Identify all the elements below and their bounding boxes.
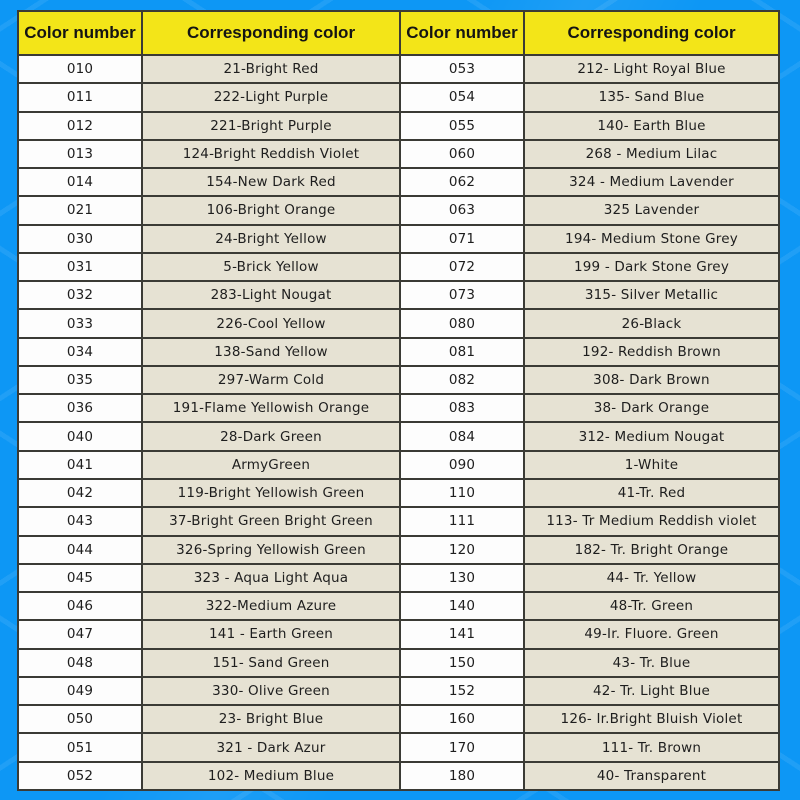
color-name-cell: 191-Flame Yellowish Orange <box>142 394 400 422</box>
table-row <box>401 536 779 564</box>
color-name-cell: 23- Bright Blue <box>142 705 400 733</box>
color-number-cell: 044 <box>18 536 142 564</box>
color-name-cell: 268 - Medium Lilac <box>524 140 779 168</box>
table-row <box>18 253 400 281</box>
color-name-cell: 312- Medium Nougat <box>524 422 779 450</box>
table-row <box>18 55 400 83</box>
color-number-cell: 090 <box>401 451 524 479</box>
color-number-cell: 047 <box>18 620 142 648</box>
color-name-cell: 151- Sand Green <box>142 649 400 677</box>
color-name-cell: 141 - Earth Green <box>142 620 400 648</box>
color-number-cell: 041 <box>18 451 142 479</box>
color-number-cell: 160 <box>401 705 524 733</box>
table-row <box>18 338 400 366</box>
table-row <box>401 394 779 422</box>
table-row <box>401 253 779 281</box>
color-name-cell: 194- Medium Stone Grey <box>524 225 779 253</box>
table-row <box>401 451 779 479</box>
color-reference-chart <box>17 10 780 791</box>
color-name-cell: 43- Tr. Blue <box>524 649 779 677</box>
color-name-cell: 325 Lavender <box>524 196 779 224</box>
color-number-cell: 180 <box>401 762 524 790</box>
color-number-cell: 062 <box>401 168 524 196</box>
color-name-cell: 49-Ir. Fluore. Green <box>524 620 779 648</box>
color-number-cell: 014 <box>18 168 142 196</box>
table-row <box>401 620 779 648</box>
table-row <box>18 83 400 111</box>
color-number-cell: 120 <box>401 536 524 564</box>
color-number-cell: 110 <box>401 479 524 507</box>
color-name-cell: 324 - Medium Lavender <box>524 168 779 196</box>
table-row <box>401 422 779 450</box>
table-row <box>401 112 779 140</box>
table-row <box>18 281 400 309</box>
color-name-cell: 192- Reddish Brown <box>524 338 779 366</box>
color-name-cell: 41-Tr. Red <box>524 479 779 507</box>
color-name-cell: 44- Tr. Yellow <box>524 564 779 592</box>
table-row <box>18 649 400 677</box>
color-number-cell: 021 <box>18 196 142 224</box>
color-number-cell: 055 <box>401 112 524 140</box>
table-row <box>401 225 779 253</box>
color-number-cell: 073 <box>401 281 524 309</box>
table-header-right <box>401 11 779 55</box>
color-name-cell: 135- Sand Blue <box>524 83 779 111</box>
table-row <box>401 649 779 677</box>
table-row <box>18 479 400 507</box>
color-number-cell: 051 <box>18 733 142 761</box>
header-row <box>18 11 400 55</box>
color-name-cell: 111- Tr. Brown <box>524 733 779 761</box>
table-row <box>18 168 400 196</box>
table-row <box>401 705 779 733</box>
table-row <box>18 112 400 140</box>
column-header-corresponding-color-left: Corresponding color <box>142 11 400 55</box>
color-number-cell: 042 <box>18 479 142 507</box>
color-number-cell: 013 <box>18 140 142 168</box>
table-body-right <box>401 55 779 790</box>
color-name-cell: 212- Light Royal Blue <box>524 55 779 83</box>
color-name-cell: 119-Bright Yellowish Green <box>142 479 400 507</box>
column-header-color-number-right: Color number <box>401 11 524 55</box>
color-name-cell: ArmyGreen <box>142 451 400 479</box>
color-name-cell: 330- Olive Green <box>142 677 400 705</box>
color-name-cell: 222-Light Purple <box>142 83 400 111</box>
table-row <box>18 620 400 648</box>
table-row <box>18 309 400 337</box>
color-name-cell: 28-Dark Green <box>142 422 400 450</box>
table-body-left <box>18 55 400 790</box>
color-number-cell: 034 <box>18 338 142 366</box>
table-row <box>18 422 400 450</box>
table-row <box>401 83 779 111</box>
color-number-cell: 152 <box>401 677 524 705</box>
table-row <box>401 281 779 309</box>
color-number-cell: 080 <box>401 309 524 337</box>
color-number-cell: 150 <box>401 649 524 677</box>
table-row <box>18 705 400 733</box>
color-name-cell: 138-Sand Yellow <box>142 338 400 366</box>
column-header-color-number-left: Color number <box>18 11 142 55</box>
table-row <box>401 762 779 790</box>
column-header-corresponding-color-right: Corresponding color <box>524 11 779 55</box>
color-number-cell: 043 <box>18 507 142 535</box>
table-row <box>401 733 779 761</box>
color-number-cell: 054 <box>401 83 524 111</box>
color-name-cell: 40- Transparent <box>524 762 779 790</box>
table-row <box>18 507 400 535</box>
color-name-cell: 322-Medium Azure <box>142 592 400 620</box>
color-name-cell: 226-Cool Yellow <box>142 309 400 337</box>
table-row <box>401 338 779 366</box>
color-number-cell: 050 <box>18 705 142 733</box>
color-number-cell: 170 <box>401 733 524 761</box>
color-number-cell: 052 <box>18 762 142 790</box>
table-row <box>18 366 400 394</box>
color-name-cell: 1-White <box>524 451 779 479</box>
table-row <box>401 366 779 394</box>
color-number-cell: 045 <box>18 564 142 592</box>
color-name-cell: 21-Bright Red <box>142 55 400 83</box>
table-row <box>18 394 400 422</box>
color-number-cell: 141 <box>401 620 524 648</box>
table-row <box>18 536 400 564</box>
table-row <box>18 451 400 479</box>
table-row <box>401 168 779 196</box>
table-row <box>401 140 779 168</box>
color-number-cell: 048 <box>18 649 142 677</box>
color-name-cell: 323 - Aqua Light Aqua <box>142 564 400 592</box>
color-name-cell: 38- Dark Orange <box>524 394 779 422</box>
color-number-cell: 030 <box>18 225 142 253</box>
color-name-cell: 26-Black <box>524 309 779 337</box>
table-row <box>18 762 400 790</box>
table-row <box>401 592 779 620</box>
table-header-left <box>18 11 400 55</box>
color-number-cell: 032 <box>18 281 142 309</box>
color-name-cell: 24-Bright Yellow <box>142 225 400 253</box>
color-number-cell: 036 <box>18 394 142 422</box>
color-name-cell: 113- Tr Medium Reddish violet <box>524 507 779 535</box>
table-row <box>18 140 400 168</box>
table-row <box>401 196 779 224</box>
table-row <box>18 733 400 761</box>
color-name-cell: 124-Bright Reddish Violet <box>142 140 400 168</box>
color-number-cell: 049 <box>18 677 142 705</box>
color-name-cell: 182- Tr. Bright Orange <box>524 536 779 564</box>
table-row <box>401 55 779 83</box>
color-number-cell: 111 <box>401 507 524 535</box>
color-name-cell: 315- Silver Metallic <box>524 281 779 309</box>
color-number-cell: 140 <box>401 592 524 620</box>
header-row <box>401 11 779 55</box>
color-number-cell: 011 <box>18 83 142 111</box>
color-number-cell: 084 <box>401 422 524 450</box>
color-name-cell: 283-Light Nougat <box>142 281 400 309</box>
table-row <box>401 677 779 705</box>
table-row <box>18 564 400 592</box>
color-name-cell: 126- Ir.Bright Bluish Violet <box>524 705 779 733</box>
color-number-cell: 040 <box>18 422 142 450</box>
color-number-cell: 053 <box>401 55 524 83</box>
color-number-cell: 072 <box>401 253 524 281</box>
color-name-cell: 102- Medium Blue <box>142 762 400 790</box>
color-number-cell: 035 <box>18 366 142 394</box>
color-name-cell: 321 - Dark Azur <box>142 733 400 761</box>
color-number-cell: 010 <box>18 55 142 83</box>
color-number-cell: 083 <box>401 394 524 422</box>
color-number-cell: 071 <box>401 225 524 253</box>
color-table-left <box>17 10 401 791</box>
color-number-cell: 130 <box>401 564 524 592</box>
color-name-cell: 308- Dark Brown <box>524 366 779 394</box>
color-name-cell: 199 - Dark Stone Grey <box>524 253 779 281</box>
table-row <box>18 225 400 253</box>
table-row <box>401 479 779 507</box>
color-name-cell: 326-Spring Yellowish Green <box>142 536 400 564</box>
color-name-cell: 37-Bright Green Bright Green <box>142 507 400 535</box>
table-row <box>18 196 400 224</box>
table-row <box>401 507 779 535</box>
table-row <box>18 592 400 620</box>
color-number-cell: 082 <box>401 366 524 394</box>
color-name-cell: 154-New Dark Red <box>142 168 400 196</box>
color-number-cell: 033 <box>18 309 142 337</box>
color-name-cell: 140- Earth Blue <box>524 112 779 140</box>
table-row <box>401 564 779 592</box>
table-row <box>401 309 779 337</box>
color-number-cell: 063 <box>401 196 524 224</box>
color-name-cell: 106-Bright Orange <box>142 196 400 224</box>
color-name-cell: 5-Brick Yellow <box>142 253 400 281</box>
color-table-right <box>401 10 780 791</box>
color-name-cell: 297-Warm Cold <box>142 366 400 394</box>
table-row <box>18 677 400 705</box>
color-number-cell: 060 <box>401 140 524 168</box>
color-name-cell: 42- Tr. Light Blue <box>524 677 779 705</box>
color-number-cell: 081 <box>401 338 524 366</box>
color-number-cell: 046 <box>18 592 142 620</box>
color-name-cell: 221-Bright Purple <box>142 112 400 140</box>
color-name-cell: 48-Tr. Green <box>524 592 779 620</box>
color-number-cell: 012 <box>18 112 142 140</box>
color-number-cell: 031 <box>18 253 142 281</box>
